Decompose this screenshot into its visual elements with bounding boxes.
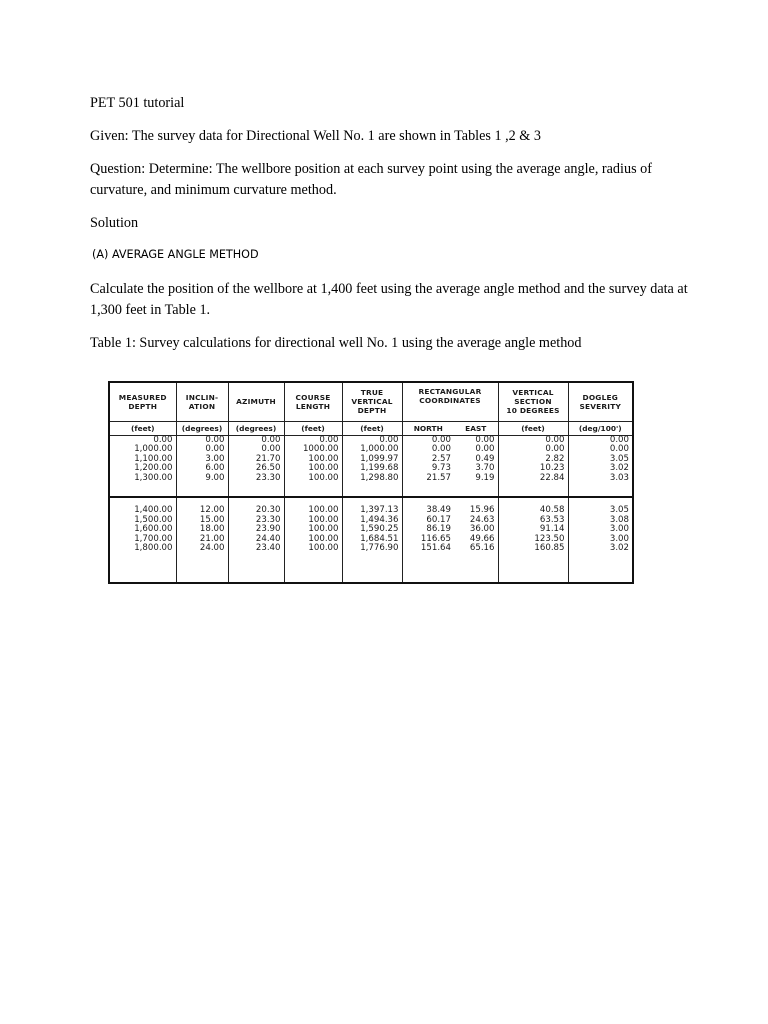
cell-azi: 20.30 23.30 23.90 24.40 23.40 — [228, 497, 284, 582]
cell-north: 38.49 60.17 86.19 116.65 151.64 — [402, 497, 454, 582]
doc-title: PET 501 tutorial — [90, 95, 185, 111]
question-paragraph: Question: Determine: The wellbore position at each survey point using the average angle, radius of curvature, and minimum curvature method. — [90, 161, 652, 198]
cell-east: 0.00 0.00 0.49 3.70 9.19 — [454, 435, 498, 497]
cell-tvd: 1,397.13 1,494.36 1,590.25 1,684.51 1,776.90 — [342, 497, 402, 582]
unit-inc: (degrees) — [176, 421, 228, 435]
solution-heading: Solution — [90, 215, 139, 231]
header-dogleg-severity: DOGLEG SEVERITY — [568, 383, 632, 421]
table-row — [110, 497, 632, 582]
unit-east: EAST — [454, 421, 498, 435]
unit-md: (feet) — [110, 421, 176, 435]
table-caption: Table 1: Survey calculations for directional well No. 1 using the average angle method — [90, 335, 582, 351]
header-rectangular-coordinates: RECTANGULAR COORDINATES — [402, 383, 498, 421]
header-true-vertical-depth: TRUE VERTICAL DEPTH — [342, 383, 402, 421]
unit-vs: (feet) — [498, 421, 568, 435]
cell-dls: 3.05 3.08 3.00 3.00 3.02 — [568, 497, 632, 582]
cell-vs: 0.00 0.00 2.82 10.23 22.84 — [498, 435, 568, 497]
unit-azi: (degrees) — [228, 421, 284, 435]
cell-cl: 100.00 100.00 100.00 100.00 100.00 — [284, 497, 342, 582]
header-vertical-section: VERTICAL SECTION 10 DEGREES — [498, 383, 568, 421]
header-course-length: COURSE LENGTH — [284, 383, 342, 421]
cell-dls: 0.00 0.00 3.05 3.02 3.03 — [568, 435, 632, 497]
cell-azi: 0.00 0.00 21.70 26.50 23.30 — [228, 435, 284, 497]
cell-cl: 0.00 1000.00 100.00 100.00 100.00 — [284, 435, 342, 497]
unit-cl: (feet) — [284, 421, 342, 435]
cell-md: 1,400.00 1,500.00 1,600.00 1,700.00 1,800.00 — [134, 505, 173, 554]
unit-north: NORTH — [402, 421, 454, 435]
cell-east: 15.96 24.63 36.00 49.66 65.16 — [469, 505, 495, 554]
table-row — [110, 435, 632, 497]
header-azimuth: AZIMUTH — [228, 383, 284, 421]
cell-inc: 0.00 0.00 3.00 6.00 9.00 — [176, 435, 228, 497]
cell-tvd: 0.00 1,000.00 1,099.97 1,199.68 1,298.80 — [342, 435, 402, 497]
cell-md: 0.00 1,000.00 1,100.00 1,200.00 1,300.00 — [110, 435, 176, 497]
section-heading: (A) AVERAGE ANGLE METHOD — [92, 248, 259, 261]
given-paragraph: Given: The survey data for Directional Well No. 1 are shown in Tables 1 ,2 & 3 — [90, 128, 541, 144]
unit-tvd: (feet) — [342, 421, 402, 435]
survey-table — [108, 381, 634, 584]
unit-dls: (deg/100') — [568, 421, 632, 435]
header-inclination: INCLIN- ATION — [176, 383, 228, 421]
cell-vs: 40.58 63.53 91.14 123.50 160.85 — [498, 497, 568, 582]
header-measured-depth: MEASURED DEPTH — [118, 392, 167, 411]
instruction-paragraph: Calculate the position of the wellbore at 1,400 feet using the average angle method and the survey data at 1,300 feet in Table 1. — [90, 281, 688, 318]
cell-inc: 12.00 15.00 18.00 21.00 24.00 — [176, 497, 228, 582]
cell-north: 0.00 0.00 2.57 9.73 21.57 — [402, 435, 454, 497]
